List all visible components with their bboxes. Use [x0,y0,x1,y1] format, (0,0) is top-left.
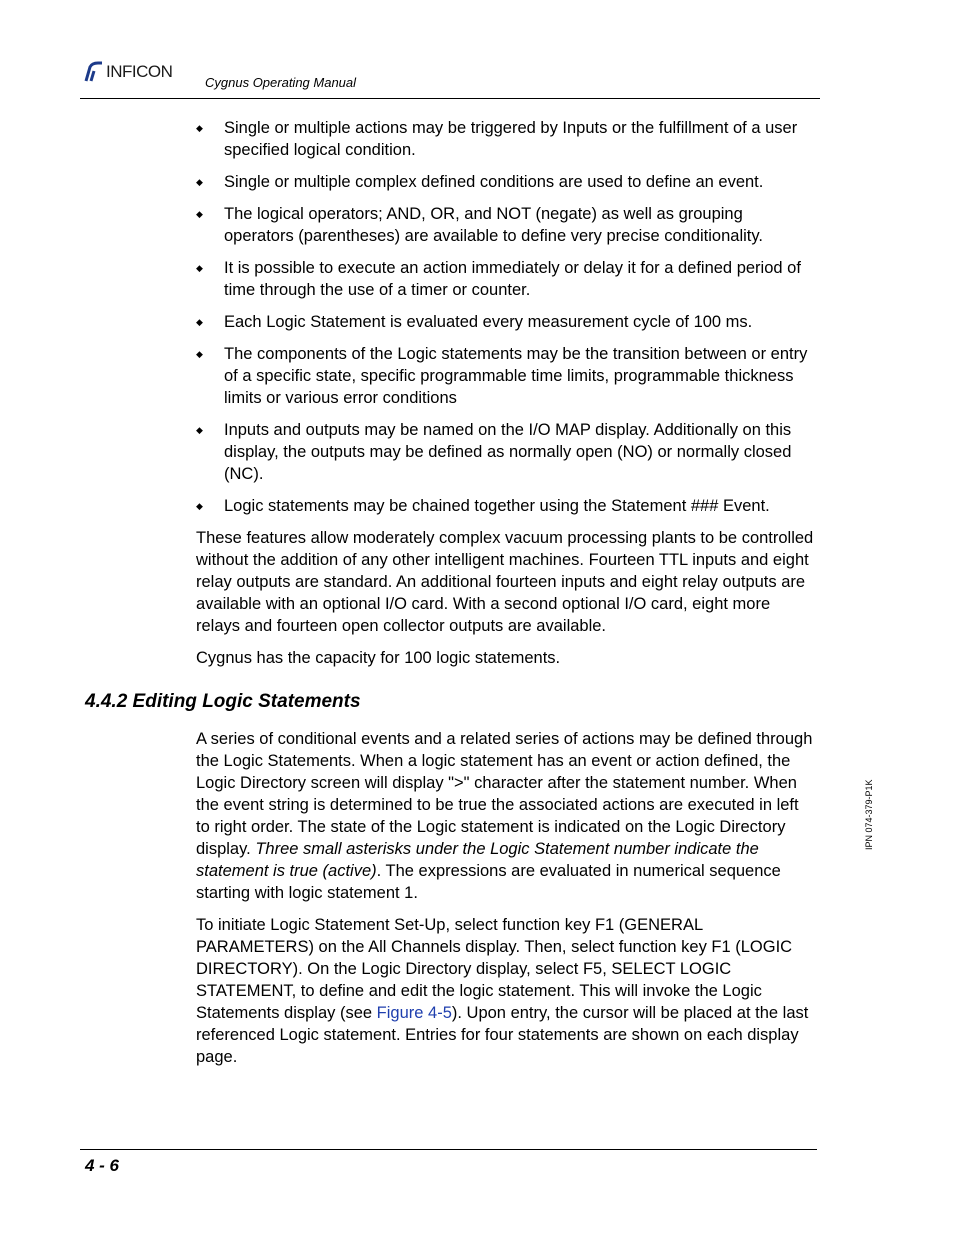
section-body [196,728,816,1078]
list-item-text: Single or multiple complex defined conditions are used to define an event. [224,173,764,191]
list-item-text: The components of the Logic statements may be the transition between or entry of a specific state, specific programmable time limits, programmable thickness limits or various error conditions [224,345,808,407]
section-heading: 4.4.2 Editing Logic Statements [85,691,361,712]
diamond-bullet-icon: ◆ [196,177,203,187]
brand-name: INFICON [106,62,173,81]
list-item-text: The logical operators; AND, OR, and NOT (negate) as well as grouping operators (parentheses) are available to define very precise conditionality. [224,205,763,245]
paragraph-text: A series of conditional events and a related series of actions may be defined through the Logic Statements. When a logic statement has an event or action defined, the Logic Directory screen will display ">" character after the statement number. When the event string is determined to be true the associated actions are executed in left to right order. The state of the Logic statement is indicated on the Logic Directory display. [196,730,813,858]
diamond-bullet-icon: ◆ [196,501,203,511]
figure-link[interactable]: Figure 4-5 [376,1004,452,1022]
list-item [196,117,816,161]
main-content [196,117,816,679]
document-code: IPN 074-379-P1K [864,779,874,850]
header-rule [80,98,820,99]
manual-title: Cygnus Operating Manual [205,75,357,90]
list-item-text: It is possible to execute an action immediately or delay it for a defined period of time through the use of a timer or counter. [224,259,801,299]
list-item [196,311,816,333]
list-item-text: Inputs and outputs may be named on the I/O MAP display. Additionally on this display, the outputs may be defined as normally open (NO) or normally closed (NC). [224,421,792,483]
setup-paragraph [196,914,816,1068]
list-item [196,203,816,247]
list-item [196,257,816,301]
paragraph-text: ). Upon entry, the cursor will be placed at the last referenced Logic statement. Entries for four statements are shown on each display page. [196,1004,809,1066]
diamond-bullet-icon: ◆ [196,209,203,219]
diamond-bullet-icon: ◆ [196,317,203,327]
diamond-bullet-icon: ◆ [196,263,203,273]
list-item-text: Single or multiple actions may be triggered by Inputs or the fulfillment of a user specified logical condition. [224,119,798,159]
diamond-bullet-icon: ◆ [196,349,203,359]
diamond-bullet-icon: ◆ [196,425,203,435]
capacity-paragraph: Cygnus has the capacity for 100 logic statements. [196,649,561,667]
inficon-logo-icon [82,61,104,83]
list-item [196,495,816,517]
page-number: 4 - 6 [85,1156,120,1175]
features-paragraph: These features allow moderately complex vacuum processing plants to be controlled without the addition of any other intelligent machines. Fourteen TTL inputs and eight relay outputs are standard. An additional fourteen inputs and eight relay outputs are available with an optional I/O card. With a second optional I/O card, eight more relays and fourteen open collector outputs are available. [196,529,814,635]
emphasis-text: Three small asterisks under the Logic Statement number indicate the statement is true (active) [196,840,759,880]
list-item-text: Logic statements may be chained together using the Statement ### Event. [224,497,770,515]
paragraph-text: . The expressions are evaluated in numerical sequence starting with logic statement 1. [196,862,781,902]
list-item-text: Each Logic Statement is evaluated every measurement cycle of 100 ms. [224,313,753,331]
list-item [196,343,816,409]
diamond-bullet-icon: ◆ [196,123,203,133]
paragraph-text: To initiate Logic Statement Set-Up, select function key F1 (GENERAL PARAMETERS) on the All Channels display. Then, select function key F1 (LOGIC DIRECTORY). On the Logic Directory display, select F5, SELECT LOGIC STATEMENT, to define and edit the logic statement. This will invoke the Logic Statements display (see [196,916,793,1022]
list-item [196,419,816,485]
conditional-events-paragraph [196,728,816,904]
feature-list [196,117,816,517]
inficon-logo [82,60,172,84]
list-item [196,171,816,193]
footer-rule [80,1149,817,1150]
